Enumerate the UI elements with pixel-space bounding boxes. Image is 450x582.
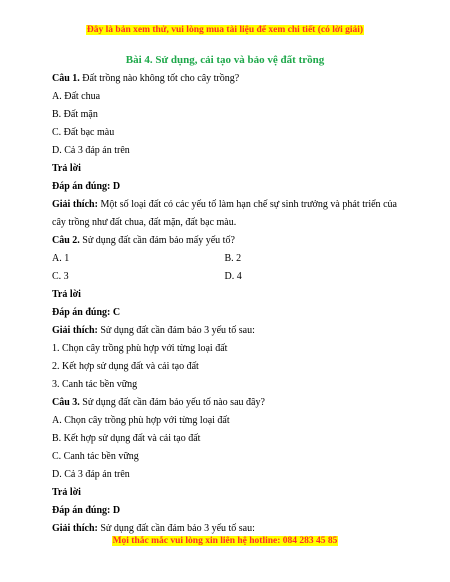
q1-option-b: B. Đất mặn bbox=[52, 109, 98, 120]
q1-correct-answer: Đáp án đúng: D bbox=[52, 181, 121, 192]
question-3-text: Sử dụng đất cần đảm bảo yếu tố nào sau đây? bbox=[79, 397, 265, 408]
q2-point-3: 3. Canh tác bền vững bbox=[52, 379, 138, 390]
q2-point-2: 2. Kết hợp sử dụng đất và cải tạo đất bbox=[52, 361, 199, 372]
q3-explanation-label: Giải thích: bbox=[52, 523, 98, 534]
lesson-title: Bài 4. Sử dụng, cải tạo và bảo vệ đất trồng bbox=[125, 54, 325, 66]
q2-option-b: B. 2 bbox=[224, 253, 242, 264]
hotline-banner bbox=[0, 535, 450, 547]
q1-explanation-label: Giải thích: bbox=[52, 199, 98, 210]
preview-notice-banner bbox=[0, 24, 450, 36]
q2-options-row-1 bbox=[52, 250, 397, 268]
q3-answer-heading: Trả lời bbox=[52, 487, 81, 498]
question-1 bbox=[52, 70, 397, 88]
q1-explanation bbox=[52, 196, 397, 232]
q1-option-d: D. Cả 3 đáp án trên bbox=[52, 145, 130, 156]
q2-point-1: 1. Chọn cây trồng phù hợp với từng loại đất bbox=[52, 343, 228, 354]
preview-notice-text: Đây là bản xem thử, vui lòng mua tài liệu để xem chi tiết (có lời giải) bbox=[86, 25, 364, 35]
q3-correct-answer: Đáp án đúng: D bbox=[52, 505, 121, 516]
q2-explanation-label: Giải thích: bbox=[52, 325, 98, 336]
q2-answer-heading: Trả lời bbox=[52, 289, 81, 300]
question-3 bbox=[52, 394, 397, 412]
question-2 bbox=[52, 232, 397, 250]
question-1-text: Đất trồng nào không tốt cho cây trồng? bbox=[79, 73, 240, 84]
q2-option-d: D. 4 bbox=[224, 271, 242, 282]
q1-option-a: A. Đất chua bbox=[52, 91, 101, 102]
question-3-label: Câu 3. bbox=[52, 397, 80, 408]
q3-option-c: C. Canh tác bền vững bbox=[52, 451, 139, 462]
q3-option-d: D. Cả 3 đáp án trên bbox=[52, 469, 130, 480]
q1-option-c: C. Đất bạc màu bbox=[52, 127, 115, 138]
question-2-label: Câu 2. bbox=[52, 235, 80, 246]
q1-explanation-text: Một số loại đất có các yếu tố làm hạn chế sự sinh trưởng và phát triển của cây trồng như đất chua, đất mặn, đất bạc màu. bbox=[52, 199, 397, 228]
q3-option-b: B. Kết hợp sử dụng đất và cải tạo đất bbox=[52, 433, 201, 444]
q2-explanation bbox=[52, 322, 397, 340]
q2-correct-answer: Đáp án đúng: C bbox=[52, 307, 121, 318]
question-2-text: Sử dụng đất cần đảm bảo mấy yếu tố? bbox=[79, 235, 235, 246]
q3-explanation-text: Sử dụng đất cần đảm bảo 3 yếu tố sau: bbox=[97, 523, 255, 534]
q2-option-c: C. 3 bbox=[52, 271, 69, 282]
question-1-label: Câu 1. bbox=[52, 73, 80, 84]
document-body bbox=[52, 70, 397, 538]
q3-option-a: A. Chọn cây trồng phù hợp với từng loại đất bbox=[52, 415, 230, 426]
q2-explanation-text: Sử dụng đất cần đảm bảo 3 yếu tố sau: bbox=[97, 325, 255, 336]
q2-option-a: A. 1 bbox=[52, 253, 70, 264]
q1-answer-heading: Trả lời bbox=[52, 163, 81, 174]
q2-options-row-2 bbox=[52, 268, 397, 286]
hotline-text: Mọi thắc mắc vui lòng xin liên hệ hotline: 084 283 45 85 bbox=[112, 536, 338, 546]
